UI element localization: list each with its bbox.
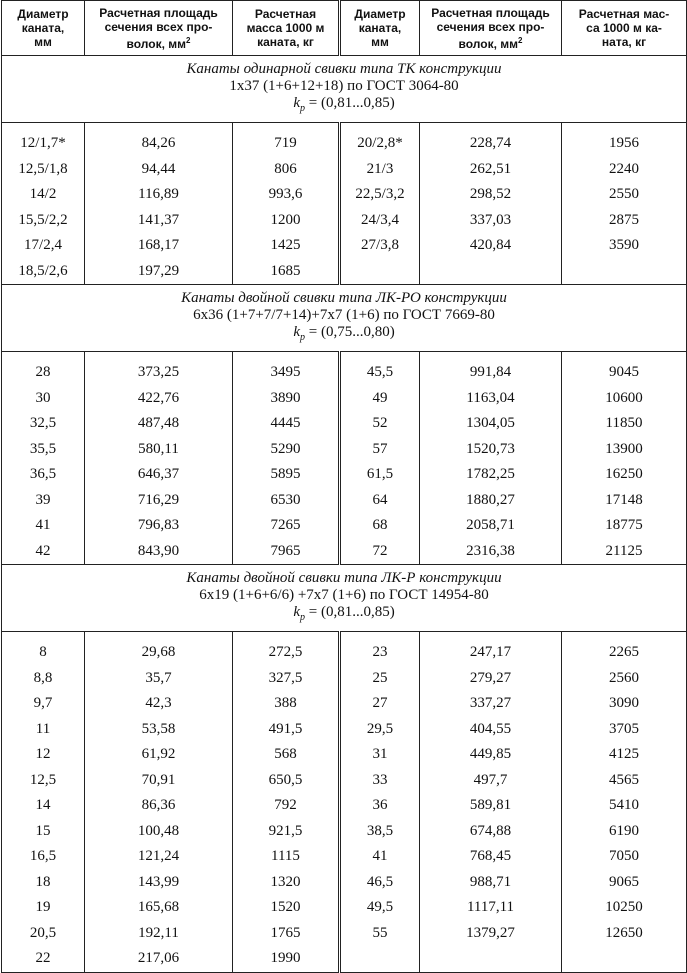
table-cell: 4125	[562, 742, 687, 768]
table-cell: 9065	[562, 870, 687, 896]
table-cell: 993,6	[233, 182, 340, 208]
table-cell: 5410	[562, 793, 687, 819]
table-cell: 14	[2, 793, 85, 819]
table-cell: 68	[340, 513, 420, 539]
header-area-left: Расчетная площадь сечения всех про- волок, $мм^2$	[85, 1, 233, 56]
table-cell: 12,5	[2, 768, 85, 794]
table-cell: 10250	[562, 895, 687, 921]
table-body	[2, 56, 687, 973]
table-cell: 272,5	[233, 632, 340, 666]
table-cell: 6530	[233, 488, 340, 514]
table-cell: 61,92	[85, 742, 233, 768]
table-cell: 33	[340, 768, 420, 794]
table-cell: 15,5/2,2	[2, 208, 85, 234]
section-spec: 6x19 (1+6+6/6) +7x7 (1+6) по ГОСТ 14954-80	[199, 587, 489, 603]
table-cell: 4565	[562, 768, 687, 794]
table-cell: 1320	[233, 870, 340, 896]
table-cell	[562, 946, 687, 972]
table-cell: 46,5	[340, 870, 420, 896]
table-cell: 650,5	[233, 768, 340, 794]
table-cell: 262,51	[420, 157, 562, 183]
table-cell: 5290	[233, 437, 340, 463]
table-cell: 15	[2, 819, 85, 845]
table-row	[2, 123, 687, 157]
table-cell: 580,11	[85, 437, 233, 463]
table-cell: 1685	[233, 259, 340, 285]
table-cell: 373,25	[85, 352, 233, 386]
table-cell: 12650	[562, 921, 687, 947]
header-row	[2, 1, 687, 56]
kp-symbol: $k_p$	[293, 95, 305, 114]
kp-subscript: p	[299, 612, 305, 623]
table-cell: 57	[340, 437, 420, 463]
section-kp	[2, 604, 686, 626]
table-cell: 20,5	[2, 921, 85, 947]
table-row	[2, 819, 687, 845]
table-cell: 1990	[233, 946, 340, 972]
table-cell: 53,58	[85, 717, 233, 743]
table-cell: 3890	[233, 386, 340, 412]
table-row	[2, 488, 687, 514]
table-row	[2, 208, 687, 234]
superscript-2: 2	[186, 35, 191, 45]
kp-subscript: p	[299, 332, 305, 343]
table-row	[2, 462, 687, 488]
table-cell: 988,71	[420, 870, 562, 896]
table-cell: 12,5/1,8	[2, 157, 85, 183]
table-cell: 404,55	[420, 717, 562, 743]
table-row	[2, 182, 687, 208]
table-cell: 337,03	[420, 208, 562, 234]
table-cell: 32,5	[2, 411, 85, 437]
table-cell: 2550	[562, 182, 687, 208]
table-row	[2, 742, 687, 768]
table-cell: 1425	[233, 233, 340, 259]
table-cell: 388	[233, 691, 340, 717]
table-cell: 2265	[562, 632, 687, 666]
table-cell: 1379,27	[420, 921, 562, 947]
table-cell: 8,8	[2, 666, 85, 692]
table-cell: 35,5	[2, 437, 85, 463]
table-cell: 5895	[233, 462, 340, 488]
table-cell: 29,68	[85, 632, 233, 666]
table-cell: 100,48	[85, 819, 233, 845]
header-area-right: Расчетная площадь сечения всех про- волок, $мм^2$	[420, 1, 562, 56]
table-cell: 16250	[562, 462, 687, 488]
kp-symbol: $k_p$	[293, 604, 305, 623]
table-cell: 646,37	[85, 462, 233, 488]
table-cell: 27	[340, 691, 420, 717]
table-cell: 16,5	[2, 844, 85, 870]
table-cell: 84,26	[85, 123, 233, 157]
table-cell	[340, 259, 420, 285]
section-kp	[2, 95, 686, 117]
table-cell: 141,37	[85, 208, 233, 234]
table-cell	[340, 946, 420, 972]
section-heading	[2, 56, 687, 123]
table-cell: 247,17	[420, 632, 562, 666]
table-cell: 2560	[562, 666, 687, 692]
table-cell: 11850	[562, 411, 687, 437]
table-row	[2, 844, 687, 870]
table-cell: 22	[2, 946, 85, 972]
table-cell: 49,5	[340, 895, 420, 921]
table-cell: 6190	[562, 819, 687, 845]
table-cell: 7265	[233, 513, 340, 539]
table-cell: 2875	[562, 208, 687, 234]
section-spec: 1x37 (1+6+12+18) по ГОСТ 3064-80	[229, 78, 459, 94]
table-cell: 298,52	[420, 182, 562, 208]
table-row	[2, 946, 687, 972]
table-cell: 30	[2, 386, 85, 412]
table-cell: 49	[340, 386, 420, 412]
table-row	[2, 691, 687, 717]
table-cell: 228,74	[420, 123, 562, 157]
table-cell: 18775	[562, 513, 687, 539]
table-row	[2, 793, 687, 819]
table-cell: 2240	[562, 157, 687, 183]
section-title: Канаты одинарной свивки типа ТК конструкции	[186, 61, 502, 77]
table-cell: 13900	[562, 437, 687, 463]
table-cell: 7050	[562, 844, 687, 870]
header-mass-right: Расчетная мас- са 1000 м ка- ната, кг	[562, 1, 687, 56]
table-cell: 1880,27	[420, 488, 562, 514]
table-cell: 9045	[562, 352, 687, 386]
table-cell: 422,76	[85, 386, 233, 412]
table-row	[2, 921, 687, 947]
table-cell: 719	[233, 123, 340, 157]
table-cell: 1765	[233, 921, 340, 947]
kp-value: = (0,81...0,85)	[304, 604, 395, 620]
header-mass-left: Расчетная масса 1000 м каната, кг	[233, 1, 340, 56]
table-row	[2, 233, 687, 259]
table-cell: 491,5	[233, 717, 340, 743]
table-row	[2, 513, 687, 539]
table-cell: 35,7	[85, 666, 233, 692]
superscript-2: 2	[518, 35, 523, 45]
section-kp	[2, 324, 686, 346]
table-cell: 9,7	[2, 691, 85, 717]
table-row	[2, 352, 687, 386]
table-cell: 420,84	[420, 233, 562, 259]
table-cell: 806	[233, 157, 340, 183]
table-row	[2, 539, 687, 565]
table-cell: 18	[2, 870, 85, 896]
header-diameter-right: Диаметр каната, мм	[340, 1, 420, 56]
table-cell: 21/3	[340, 157, 420, 183]
table-cell: 86,36	[85, 793, 233, 819]
table-cell: 10600	[562, 386, 687, 412]
table-cell: 192,11	[85, 921, 233, 947]
table-cell: 168,17	[85, 233, 233, 259]
table-cell: 94,44	[85, 157, 233, 183]
table-cell: 45,5	[340, 352, 420, 386]
table-cell: 42	[2, 539, 85, 565]
table-cell: 11	[2, 717, 85, 743]
section-heading-row	[2, 285, 687, 352]
table-cell: 12/1,7*	[2, 123, 85, 157]
table-cell: 42,3	[85, 691, 233, 717]
table-cell: 27/3,8	[340, 233, 420, 259]
table-cell: 991,84	[420, 352, 562, 386]
table-cell: 121,24	[85, 844, 233, 870]
table-cell: 17/2,4	[2, 233, 85, 259]
table-cell: 449,85	[420, 742, 562, 768]
table-cell: 1200	[233, 208, 340, 234]
table-cell: 1117,11	[420, 895, 562, 921]
table-cell: 25	[340, 666, 420, 692]
table-row	[2, 437, 687, 463]
table-cell: 17148	[562, 488, 687, 514]
table-cell: 20/2,8*	[340, 123, 420, 157]
table-cell: 22,5/3,2	[340, 182, 420, 208]
section-heading-row	[2, 56, 687, 123]
table-row	[2, 632, 687, 666]
table-cell: 41	[2, 513, 85, 539]
table-cell: 52	[340, 411, 420, 437]
table-row	[2, 157, 687, 183]
table-cell: 72	[340, 539, 420, 565]
kp-value: = (0,81...0,85)	[304, 95, 395, 111]
table-cell: 28	[2, 352, 85, 386]
table-cell	[562, 259, 687, 285]
table-cell: 3090	[562, 691, 687, 717]
kp-value: = (0,75...0,80)	[304, 324, 395, 340]
table-cell: 165,68	[85, 895, 233, 921]
table-cell: 3495	[233, 352, 340, 386]
table-cell: 14/2	[2, 182, 85, 208]
kp-subscript: p	[299, 103, 305, 114]
table-cell: 1163,04	[420, 386, 562, 412]
table-cell: 55	[340, 921, 420, 947]
table-cell: 3590	[562, 233, 687, 259]
section-title: Канаты двойной свивки типа ЛК-Р конструкции	[186, 570, 502, 586]
table-cell: 279,27	[420, 666, 562, 692]
table-cell: 1782,25	[420, 462, 562, 488]
table-cell: 8	[2, 632, 85, 666]
table-cell: 1304,05	[420, 411, 562, 437]
table-cell: 29,5	[340, 717, 420, 743]
section-title: Канаты двойной свивки типа ЛК-РО конструкции	[181, 290, 507, 306]
section-heading	[2, 565, 687, 632]
table-cell: 1956	[562, 123, 687, 157]
table-cell: 589,81	[420, 793, 562, 819]
section-heading	[2, 285, 687, 352]
table-cell: 674,88	[420, 819, 562, 845]
table-row	[2, 768, 687, 794]
table-row	[2, 870, 687, 896]
table-cell: 23	[340, 632, 420, 666]
kp-symbol: $k_p$	[293, 324, 305, 343]
table-cell: 327,5	[233, 666, 340, 692]
table-cell: 217,06	[85, 946, 233, 972]
table-cell: 2316,38	[420, 539, 562, 565]
table-cell: 24/3,4	[340, 208, 420, 234]
table-cell: 1520	[233, 895, 340, 921]
section-heading-row	[2, 565, 687, 632]
table-cell: 1115	[233, 844, 340, 870]
table-cell: 12	[2, 742, 85, 768]
table-cell: 2058,71	[420, 513, 562, 539]
table-cell: 796,83	[85, 513, 233, 539]
table-cell: 143,99	[85, 870, 233, 896]
table-cell: 497,7	[420, 768, 562, 794]
table-row	[2, 411, 687, 437]
table-cell: 3705	[562, 717, 687, 743]
table-cell: 487,48	[85, 411, 233, 437]
table-cell: 39	[2, 488, 85, 514]
table-cell: 337,27	[420, 691, 562, 717]
table-cell: 36	[340, 793, 420, 819]
table-cell: 921,5	[233, 819, 340, 845]
table-cell: 116,89	[85, 182, 233, 208]
table-row	[2, 717, 687, 743]
table-cell	[420, 946, 562, 972]
header-diameter-left: Диаметр каната, мм	[2, 1, 85, 56]
table-cell: 36,5	[2, 462, 85, 488]
rope-parameters-table	[1, 0, 687, 973]
section-spec: 6x36 (1+7+7/7+14)+7x7 (1+6) по ГОСТ 7669-80	[193, 307, 495, 323]
table-cell: 70,91	[85, 768, 233, 794]
table-cell: 197,29	[85, 259, 233, 285]
table-cell: 18,5/2,6	[2, 259, 85, 285]
table-cell: 31	[340, 742, 420, 768]
table-cell: 4445	[233, 411, 340, 437]
table-cell: 1520,73	[420, 437, 562, 463]
table-cell: 716,29	[85, 488, 233, 514]
table-cell: 41	[340, 844, 420, 870]
table-cell: 64	[340, 488, 420, 514]
table-cell: 38,5	[340, 819, 420, 845]
table-row	[2, 386, 687, 412]
table-cell: 843,90	[85, 539, 233, 565]
table-row	[2, 259, 687, 285]
table-cell: 768,45	[420, 844, 562, 870]
table-cell: 7965	[233, 539, 340, 565]
table-cell: 61,5	[340, 462, 420, 488]
table-cell	[420, 259, 562, 285]
table-row	[2, 666, 687, 692]
table-cell: 792	[233, 793, 340, 819]
table-cell: 21125	[562, 539, 687, 565]
table-cell: 19	[2, 895, 85, 921]
table-cell: 568	[233, 742, 340, 768]
table-row	[2, 895, 687, 921]
